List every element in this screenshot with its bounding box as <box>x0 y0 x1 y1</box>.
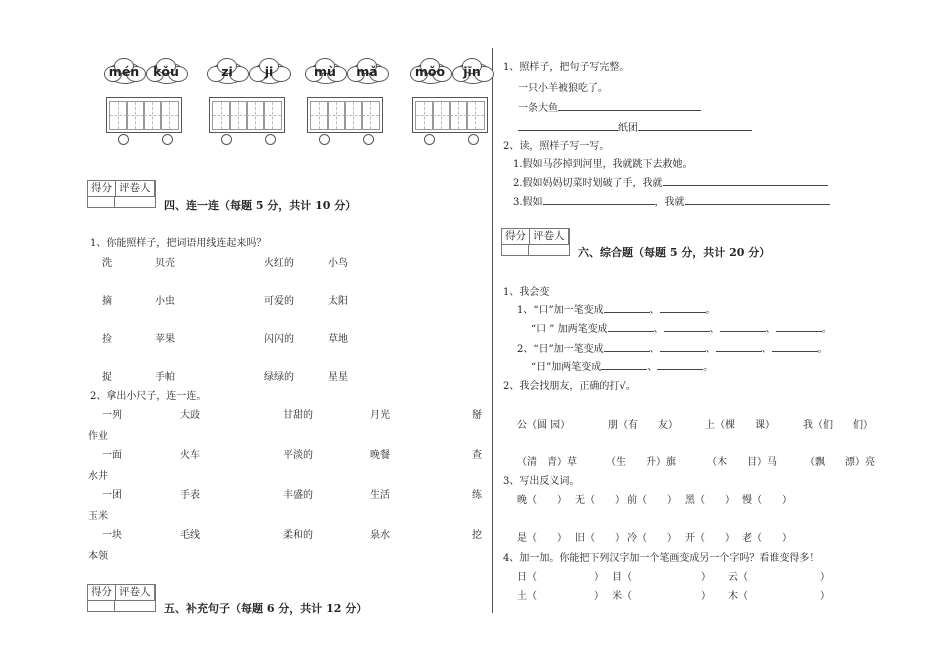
reviewer-label: 评卷人 <box>116 181 155 196</box>
pinyin-text: ji <box>264 64 274 79</box>
pinyin-train <box>406 58 496 146</box>
train-wheel <box>265 134 276 145</box>
section6-title: 六、综合题（每题 5 分，共计 20 分） <box>578 246 771 259</box>
answer-line[interactable] <box>518 121 618 131</box>
antonym-item[interactable]: 黑（ ） <box>685 495 735 506</box>
writing-cell[interactable] <box>361 101 380 130</box>
cloud-bubble <box>305 58 345 84</box>
score-box-section5 <box>87 584 156 601</box>
score-label: 得分 <box>88 585 116 600</box>
q1-word: 绿绿的 <box>264 372 294 383</box>
right-q2-1: 1.假如马莎掉到河里，我就跳下去救她。 <box>513 159 693 170</box>
cloud-bubble <box>410 58 450 84</box>
choice-item[interactable]: 上（棵 课） <box>705 420 775 431</box>
train-wheel <box>118 134 129 145</box>
antonym-item[interactable]: 开（ ） <box>685 533 735 544</box>
q2-word: 火车 <box>180 450 200 461</box>
pinyin-train <box>203 58 293 146</box>
answer-line[interactable] <box>664 322 710 332</box>
q1-word: 捉 <box>102 372 112 383</box>
right-q1-line2 <box>518 119 752 134</box>
q2-word: 晚餐 <box>370 450 390 461</box>
q2-word: 挖 <box>472 530 482 541</box>
antonym-item[interactable]: 无（ ） <box>575 495 625 506</box>
cloud-bubble <box>146 58 186 84</box>
reviewer-label: 评卷人 <box>530 229 569 244</box>
q2-word: 生活 <box>370 490 390 501</box>
answer-line[interactable] <box>772 342 818 352</box>
answer-line[interactable] <box>543 195 655 205</box>
right-q2: 2、读，照样子写一写。 <box>503 141 610 152</box>
pinyin-text: zi <box>221 64 233 79</box>
right-q1-line2-text: 纸团 <box>618 123 638 134</box>
answer-line[interactable] <box>638 121 752 131</box>
antonym-item[interactable]: 是（ ） <box>517 533 567 544</box>
section4-q2: 2、拿出小尺子，连一连。 <box>90 391 207 402</box>
train-car <box>106 97 182 133</box>
answer-line[interactable] <box>660 303 706 313</box>
choice-item[interactable]: 朋（有 友） <box>608 420 678 431</box>
q1-word: 摘 <box>102 296 112 307</box>
q2-word: 毛线 <box>180 530 200 541</box>
s6-2a: 2、“日”加一笔变成 、 、 、 。 <box>517 344 828 355</box>
add-stroke-item[interactable]: 日（ <box>517 572 537 583</box>
q2-word: 练 <box>472 490 482 501</box>
answer-line[interactable] <box>601 360 647 370</box>
score-label: 得分 <box>88 181 116 196</box>
add-stroke-item[interactable]: ） <box>701 572 711 583</box>
right-q2-3b-text: ，我就 <box>654 197 685 208</box>
section4-title: 四、连一连（每题 5 分，共计 10 分） <box>164 199 357 212</box>
add-stroke-item[interactable]: 云（ <box>728 572 748 583</box>
q1-word: 闪闪的 <box>264 334 294 345</box>
q1-word: 可爱的 <box>264 296 294 307</box>
train-car <box>412 97 488 133</box>
q2-word: 手表 <box>180 490 200 501</box>
right-q2-2-text: 2.假如妈妈切菜时划破了手，我就 <box>513 178 663 189</box>
cloud-bubble <box>104 58 144 84</box>
add-stroke-item[interactable]: 米（ <box>612 591 632 602</box>
score-label: 得分 <box>502 229 530 244</box>
writing-cell[interactable] <box>466 101 485 130</box>
q1-word: 小虫 <box>155 296 175 307</box>
cloud-bubble <box>207 58 247 84</box>
cloud-bubble <box>452 58 492 84</box>
train-wheel <box>221 134 232 145</box>
q2-word: 一团 <box>102 490 122 501</box>
pinyin-train <box>301 58 391 146</box>
train-wheel <box>424 134 435 145</box>
q2-word: 掰 <box>472 410 482 421</box>
q2-word: 一面 <box>102 450 122 461</box>
answer-line[interactable] <box>657 360 703 370</box>
s6-q2: 2、我会找朋友，正确的打√。 <box>503 381 636 392</box>
choice-item[interactable]: 公（圆 园） <box>517 420 571 431</box>
add-stroke-item[interactable]: ） <box>594 572 604 583</box>
q2-wrap-word: 作业 <box>88 431 108 442</box>
writing-cell[interactable] <box>160 101 179 130</box>
q2-word: 平淡的 <box>283 450 313 461</box>
add-stroke-item[interactable]: ） <box>820 591 830 602</box>
choice-item[interactable]: （清 青）草 <box>517 457 577 468</box>
q2-wrap-word: 本领 <box>88 551 108 562</box>
cloud-bubble <box>249 58 289 84</box>
pinyin-text: jīn <box>463 64 481 79</box>
q2-word: 甘甜的 <box>283 410 313 421</box>
answer-line[interactable] <box>604 342 650 352</box>
s6-2b-text: “日”加两笔变成 <box>531 362 602 373</box>
q1-word: 苹果 <box>155 334 175 345</box>
q2-wrap-word: 水井 <box>88 471 108 482</box>
q2-word: 查 <box>472 450 482 461</box>
q2-word: 泉水 <box>370 530 390 541</box>
answer-line[interactable] <box>685 195 830 205</box>
q1-word: 洗 <box>102 258 112 269</box>
right-q1-example: 一只小羊被狼吃了。 <box>518 83 608 94</box>
add-stroke-item[interactable]: 目（ <box>612 572 632 583</box>
section5-title: 五、补充句子（每题 6 分，共计 12 分） <box>164 602 368 615</box>
add-stroke-item[interactable]: 木（ <box>728 591 748 602</box>
q1-word: 太阳 <box>328 296 348 307</box>
answer-line[interactable] <box>776 322 822 332</box>
q1-word: 手帕 <box>155 372 175 383</box>
q1-word: 草地 <box>328 334 348 345</box>
antonym-item[interactable]: 旧（ ） <box>575 533 625 544</box>
answer-line[interactable] <box>720 322 766 332</box>
choice-item[interactable]: （生 升）旗 <box>606 457 676 468</box>
add-stroke-item[interactable]: 土（ <box>517 591 537 602</box>
q1-word: 贝壳 <box>155 258 175 269</box>
right-q2-2 <box>513 174 828 189</box>
answer-line[interactable] <box>558 101 701 111</box>
q2-wrap-word: 玉米 <box>88 511 108 522</box>
s6-1a: 1、“口”加一笔变成 、 。 <box>517 305 716 316</box>
writing-cell[interactable] <box>263 101 282 130</box>
q2-word: 一块 <box>102 530 122 541</box>
right-q2-3 <box>513 193 830 208</box>
choice-item[interactable]: （飘 漂）亮 <box>805 457 875 468</box>
choice-item[interactable]: 我（们 们） <box>803 420 873 431</box>
s6-1b: “口 ” 加两笔变成 、 、 、 。 <box>531 324 832 335</box>
q2-word: 大豉 <box>180 410 200 421</box>
score-box-section6 <box>501 228 570 245</box>
s6-q4: 4、加一加。你能把下列汉字加一个笔画变成另一个字吗？看谁变得多！ <box>503 553 820 564</box>
train-wheel <box>162 134 173 145</box>
answer-line[interactable] <box>660 342 706 352</box>
q2-word: 丰盛的 <box>283 490 313 501</box>
q1-word: 捡 <box>102 334 112 345</box>
q2-word: 月光 <box>370 410 390 421</box>
choice-item[interactable]: （木 目）马 <box>707 457 777 468</box>
pinyin-train <box>100 58 190 146</box>
s6-2a-text: 2、“日”加一笔变成 <box>517 344 604 355</box>
add-stroke-item[interactable]: ） <box>701 591 711 602</box>
add-stroke-item[interactable]: ） <box>594 591 604 602</box>
pinyin-text: mǎ <box>356 64 378 79</box>
right-q1-line1-text: 一条大鱼 <box>518 103 558 114</box>
antonym-item[interactable]: 慢（ ） <box>742 495 792 506</box>
right-q1-line1 <box>518 99 701 114</box>
train-car <box>307 97 383 133</box>
q2-word: 柔和的 <box>283 530 313 541</box>
q1-word: 星星 <box>328 372 348 383</box>
train-wheel <box>363 134 374 145</box>
pinyin-text: mù <box>314 64 336 79</box>
answer-line[interactable] <box>716 342 762 352</box>
cloud-bubble <box>347 58 387 84</box>
q2-word: 一列 <box>102 410 122 421</box>
s6-1b-text: “口 ” 加两笔变成 <box>531 324 608 335</box>
antonym-item[interactable]: 老（ ） <box>742 533 792 544</box>
train-wheel <box>319 134 330 145</box>
q1-word: 火红的 <box>264 258 294 269</box>
section4-q1: 1、你能照样子，把词语用线连起来吗？ <box>90 238 267 249</box>
right-q2-3a-text: 3.假如 <box>513 197 543 208</box>
train-wheel <box>468 134 479 145</box>
train-car <box>209 97 285 133</box>
pinyin-text: kǒu <box>153 64 179 79</box>
score-box-section4 <box>87 180 156 197</box>
answer-line[interactable] <box>608 322 654 332</box>
answer-line[interactable] <box>604 303 650 313</box>
antonym-item[interactable]: 前（ ） <box>627 495 677 506</box>
s6-2b: “日”加两笔变成 、 。 <box>531 362 714 373</box>
q1-word: 小鸟 <box>328 258 348 269</box>
pinyin-text: mén <box>108 64 140 79</box>
reviewer-label: 评卷人 <box>116 585 155 600</box>
antonym-item[interactable]: 晚（ ） <box>517 495 567 506</box>
s6-1a-text: 1、“口”加一笔变成 <box>517 305 604 316</box>
s6-q1: 1、我会变 <box>503 287 550 298</box>
pinyin-text: mǒo <box>414 64 446 79</box>
answer-line[interactable] <box>663 176 828 186</box>
right-q1: 1、照样子，把句子写完整。 <box>503 62 630 73</box>
add-stroke-item[interactable]: ） <box>820 572 830 583</box>
antonym-item[interactable]: 冷（ ） <box>627 533 677 544</box>
s6-q3: 3、写出反义词。 <box>503 476 580 487</box>
